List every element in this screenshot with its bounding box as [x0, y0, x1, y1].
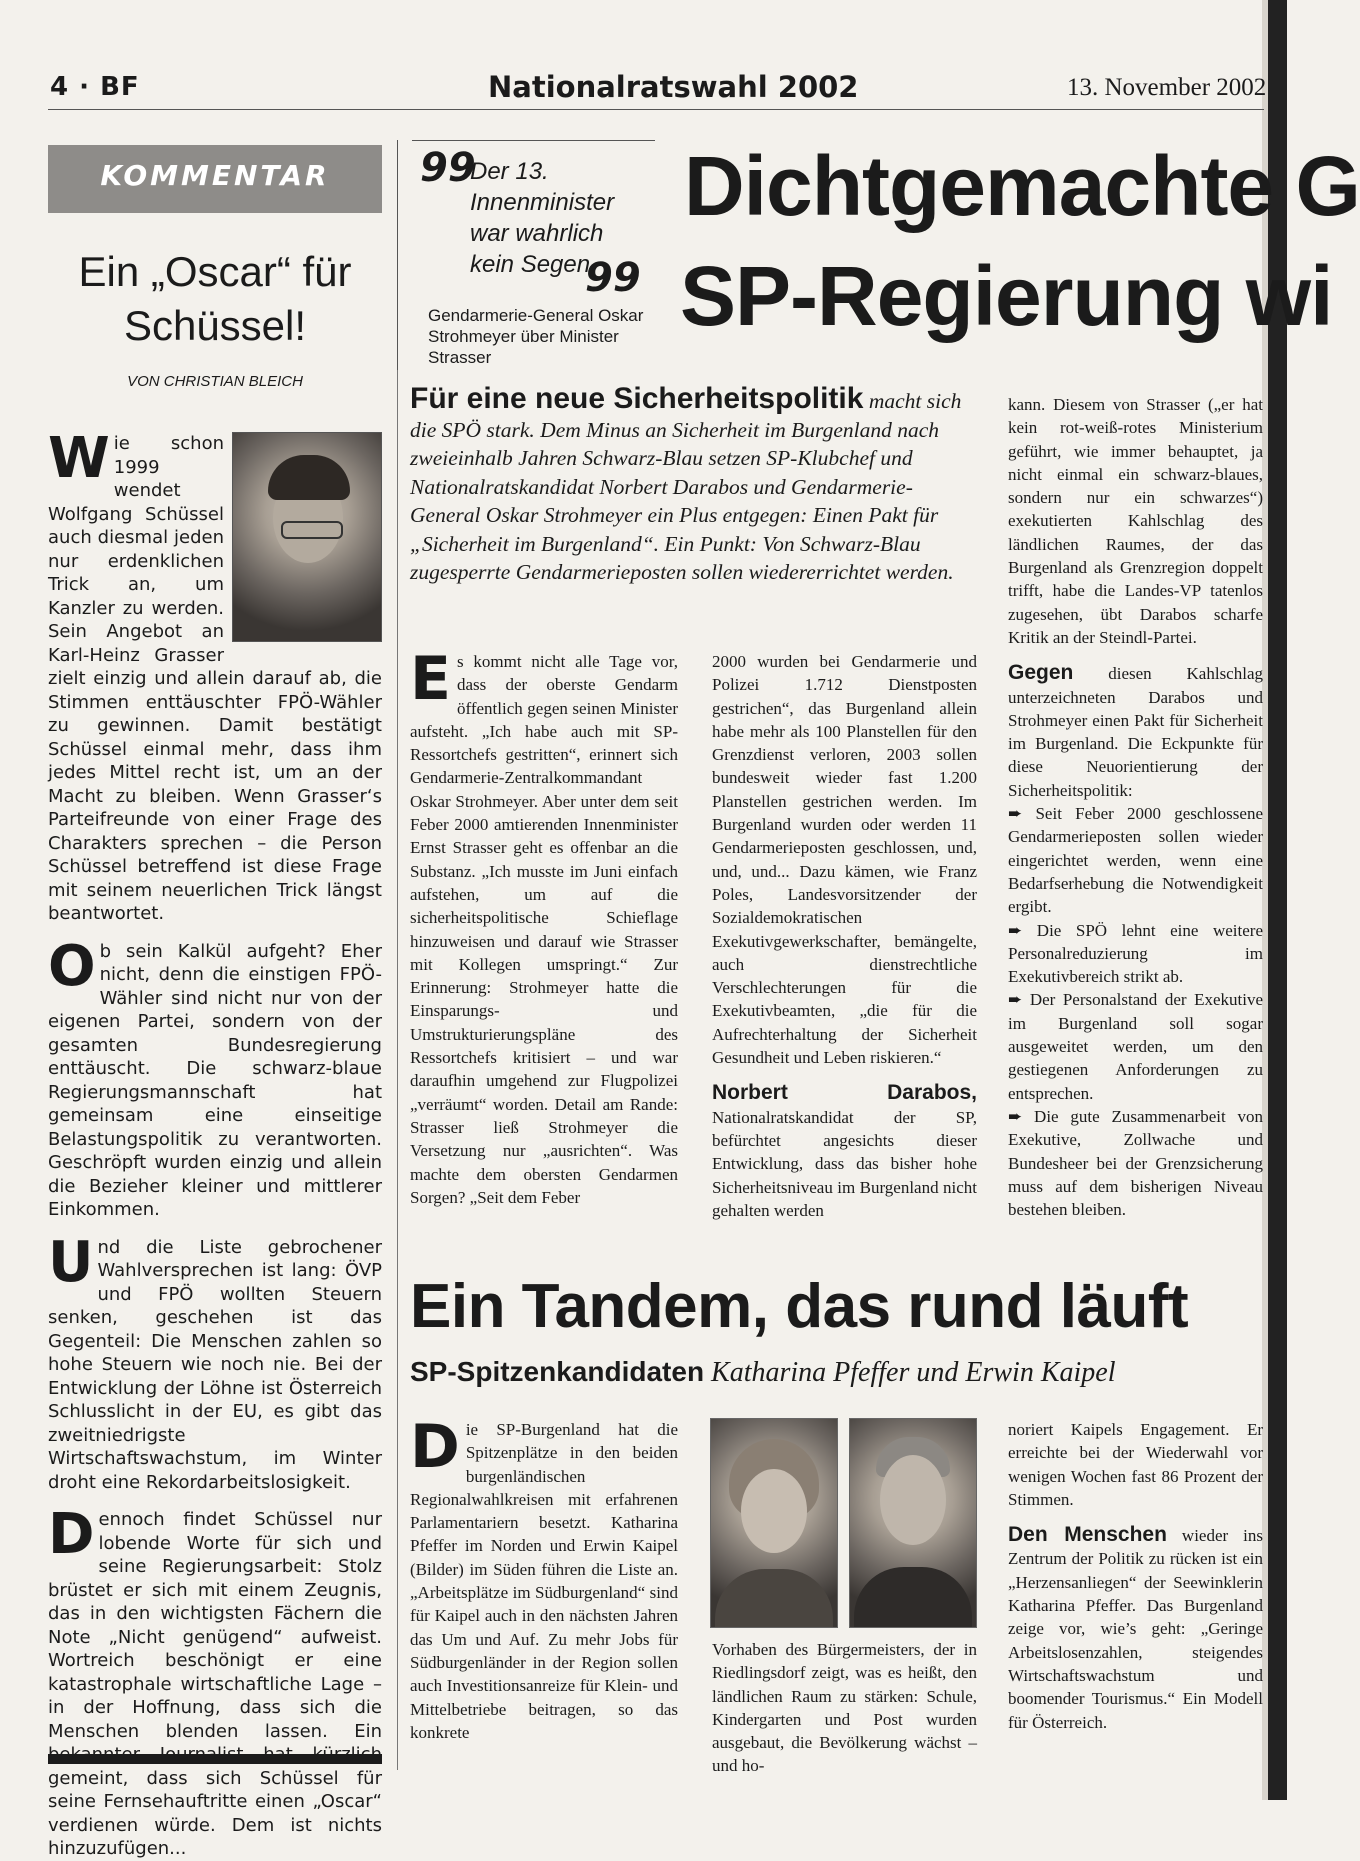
kommentar-banner: [48, 145, 382, 213]
kommentar-p4-text: ennoch findet Schüssel nur lobende Worte für sich und seine Regierungsarbeit: Stolz brüstet er sich mit einem Zeugnis, das in den wichtigsten Fächern die Note „Nicht genügend“ aufweist. Wortreich beschönigt er eine katastrophale wirtschaftliche Lage – in der Hoffnung, dass sich die Menschen blenden lassen. Ein gemeint, dass sich Schüssel für seine Fernsehauftritte einen „Oscar“ verdienen würde. Dem ist nichts hinzuzufügen...: [48, 1509, 382, 1859]
article1-col3-sub-rest: diesen Kahlschlag unterzeichneten Darabos und Strohmeyer einen Pakt für Sicherheit im Burgenland. Die Eckpunkte für diese Neuorientierung der Sicherheitspolitik:: [1008, 664, 1263, 800]
article2-sub-bold: SP-Spitzenkandidaten: [410, 1356, 705, 1387]
article1-col3-p1: kann. Diesem von Strasser („er hat kein rot-weiß-rotes Ministerium geführt, wie immer behauptet, ja nicht einmal ein schwarz-blaues, sondern nur ein schwarzes“) exekutierten Kahlschlag des ländlichen Raumes, der das Burgenland als Grenzregion doppelt trifft, habe die Landes-VP tatenlos zugesehen, übt Darabos scharfe Kritik an der Steindl-Partei.: [1008, 395, 1263, 647]
dropcap-e: E: [410, 644, 451, 714]
article1-col2: [712, 650, 977, 1222]
kommentar-byline: VON CHRISTIAN BLEICH: [127, 373, 303, 390]
article2-col1: [410, 1412, 678, 1744]
arrow-icon: ➨: [1008, 920, 1023, 940]
quote-text: Der 13. Innenminister war wahrlich kein Segen.: [470, 158, 615, 278]
kommentar-p4: [48, 1502, 382, 1861]
author-hair: [268, 455, 350, 500]
kommentar-body: [48, 426, 382, 1861]
kommentar-title: Ein „Oscar“ für Schüssel!: [78, 248, 352, 349]
article1-lead-rest: macht sich die SPÖ stark. Dem Minus an Sicherheit im Burgenland nach zweieinhalb Jahren Schwarz-Blau setzen SP-Klubchef und Nationalratskandidat Norbert Darabos und Gendarmerie-General Oskar Strohmeyer ein Plus entgegen: Einen Pakt für „Sicherheit im Burgenland“. Ein Punkt: Von Schwarz-Blau zugesperrte Gendarmerieposten sollen wiedererrichtet werden.: [410, 389, 962, 584]
bullet-text: Seit Feber 2000 geschlossene Gendarmerieposten sollen wieder eingerichtet werden, wenn eine Bedarfserhebung die Notwendigkeit ergibt.: [1008, 804, 1264, 917]
column-divider: [397, 140, 398, 1770]
kommentar-label: KOMMENTAR: [100, 159, 330, 192]
article2-col3-sub-rest: wieder ins Zentrum der Politik zu rücken ist ein „Herzensanliegen“ der Seewinklerin Katharina Pfeffer. Das Burgenland zeige vor, wie’s geht: „Geringe Arbeitslosenzahlen, steigendes Wirtschaftswachstum und boomender Tourismus.“ Ein Modell für Österreich.: [1008, 1526, 1263, 1732]
article2-headline: Ein Tandem, das rund läuft: [410, 1272, 1189, 1341]
article2-col3-sub-bold: Den Menschen: [1008, 1523, 1167, 1547]
article1-col2-sub-rest: Nationalratskandidat der SP, befürchtet angesichts dieser Entwicklung, dass das bisher hohe Sicherheitsniveau im Burgenland nicht gehalten werden: [712, 1107, 977, 1220]
dropcap-d2: D: [410, 1412, 460, 1482]
kommentar-p3-text: nd die Liste gebrochener Wahlversprechen ist lang: ÖVP und FPÖ wollten Steuern senken, geschehen ist das Gegenteil: Die Menschen zahlen so hohe Steuern wie noch nie. Bei der Entwicklung der Löhne ist Österreich Schlusslicht in der EU, es gibt das zweitniedrigste Wirtschaftswachstum, im Winter droht eine Rekordarbeitslosigkeit.: [48, 1236, 382, 1493]
article1-col3-sub-bold: Gegen: [1008, 661, 1074, 685]
article1-col2-sub-bold: Norbert Darabos,: [712, 1081, 977, 1105]
kommentar-p2-text: b sein Kalkül aufgeht? Eher nicht, denn die einstigen FPÖ-Wähler sind nicht nur von der eigenen Partei, sondern von der gesamten Bundesregierung enttäuscht. Die schwarz-blaue Regierungsmannschaft hat gemeinsam eine einseitige Belastungspolitik zu verantworten. Geschröpft wurden einzig und allein die Bezieher kleiner und mittlerer Einkommen.: [48, 940, 382, 1220]
article2-col2: Vorhaben des Bürgermeisters, der in Riedlingsdorf zeigt, was es heißt, den ländlichen Raum zu stärken: Schule, Kindergarten und Post wurden ausgebaut, die Bevölkerung wächst – und ho-: [712, 1640, 977, 1776]
arrow-icon: ➨: [1008, 1106, 1023, 1126]
quote-attribution: Gendarmerie-General Oskar Strohmeyer über Minister Strasser: [428, 306, 644, 367]
kommentar-p1-rest: zielt einzig und allein darauf ab, die Stimmen enttäuschter FPÖ-Wähler zu gewinnen. Damit bestätigt Schüssel einmal mehr, dass ihm jedes Mittel recht ist, um an der Macht zu bleiben. Wenn Grasser‘s Parteifreunde von einer Frage des Charakters sprechen – die Person Schüssel betreffend ist diese Frage mit seinem neuerlichen Trick längst beantwortet.: [48, 668, 382, 924]
article1-col3: [1008, 393, 1263, 1221]
article1-col1: [410, 644, 678, 1209]
article2-col3-p1: noriert Kaipels Engagement. Er erreichte bei der Wiederwahl vor wenigen Wochen fast 86 Prozent der Stimmen.: [1008, 1420, 1263, 1509]
article2-col1-text: ie SP-Burgenland hat die Spitzenplätze in den beiden burgenländischen Regionalwahlkreisen mit erfahrenen Parlamentariern besetzt. Katharina Pfeffer im Norden und Erwin Kaipel (Bilder) im Süden führen die Liste an. „Arbeitsplätze im Südburgenland“ sind für Kaipel auch in den nächsten Jahren das Um und Auf. Zu mehr Jobs für Südburgenländer in der Region sollen auch Investitionsanreize für Klein- und Mittelbetriebe beitragen, so das konkrete: [410, 1420, 678, 1742]
kommentar-bottom-rule: [48, 1754, 382, 1764]
bullet-text: Der Personalstand der Exekutive im Burgenland soll sogar ausgeweitet werden, um den gestiegenen Anforderungen zu entsprechen.: [1008, 990, 1264, 1103]
article1-headline-line2: SP-Regierung wi: [680, 249, 1333, 343]
bullet-item: [1008, 802, 1263, 918]
article1-headline-line1: Dichtgemachte G: [684, 139, 1360, 233]
article1-lead: [410, 382, 980, 587]
article1-lead-bold: Für eine neue Sicherheitspolitik: [410, 382, 864, 415]
page-label: 4 · BF: [50, 72, 140, 102]
dropcap-o: O: [48, 933, 96, 999]
arrow-icon: ➨: [1008, 990, 1023, 1010]
author-photo: [232, 432, 382, 642]
article1-col1-text: s kommt nicht alle Tage vor, dass der oberste Gendarm öffentlich gegen seinen Minister aufsteht. „Ich habe auch mit SP-Ressortchefs gestritten“, erinnert sich Gendarmerie-Zentralkommandant Oskar Strohmeyer. Aber unter dem seit Feber 2000 amtierenden Innenminister Ernst Strasser geht es offenbar an die Substanz. „Ich musste im Juni einfach aufstehen, um auf die sicherheitspolitische Schieflage hinzuweisen und darauf wie Strasser mit Kollegen umspringt.“ Zur Erinnerung: Strohmeyer hatte die Einsparungs- und Umstrukturierungspläne des Ressortchefs kritisiert – und war daraufhin umgehend zur Flugpolizei „verräumt“ worden. Detail am Rande: Strasser ließ Strohmeyer die Versetzung nur „ausrichten“. Was machte dem obersten Gendarmen Sorgen? „Seit dem Feber: [410, 652, 678, 1207]
quote-close-mark: 99: [585, 255, 641, 301]
author-glasses: [281, 521, 343, 539]
article2-subheadline: [410, 1356, 1260, 1389]
spacer: [48, 1494, 382, 1508]
bullet-text: Die SPÖ lehnt eine weitere Personalreduzierung im Exekutivbereich strikt ab.: [1008, 920, 1264, 987]
pfeffer-shoulders: [715, 1569, 833, 1627]
dropcap-w: W: [48, 426, 110, 491]
section-title: Nationalratswahl 2002: [488, 70, 859, 104]
kommentar-p1-float: ie schon 1999 wendet Wolfgang Schüssel auch diesmal jeden nur erdenklichen Trick an, um Kanzler zu werden. Sein Angebot an Karl-Heinz Grasser: [48, 433, 224, 666]
article2-sub-ital: Katharina Pfeffer und Erwin Kaipel: [704, 1357, 1116, 1388]
kommentar-p3: [48, 1229, 382, 1495]
kaipel-face: [880, 1455, 946, 1545]
spacer: [48, 1222, 382, 1236]
spacer: [48, 926, 382, 940]
pfeffer-face: [741, 1469, 807, 1553]
article1-col2-p1: 2000 wurden bei Gendarmerie und Polizei 1.712 Dienstposten gestrichen“, das Burgenland allein habe mehr als 100 Planstellen für den Grenzdienst verloren, 2003 sollen bundesweit wieder fast 1.200 Planstellen gestrichen werden. Im Burgenland wurden oder werden 11 Gendarmerieposten geschlossen, und, und, und... Dazu kämen, wie Franz Poles, Landesvorsitzender der Sozialdemokratischen Exekutivgewerkschafter, bemängelte, auch dienstrechtliche Verschlechterungen für die Exekutivbeamten, „die für die Aufrechterhaltung der Sicherheit Gesundheit und Leben riskieren.“: [712, 652, 977, 1068]
article2-col3: [1008, 1418, 1263, 1734]
kommentar-p2: [48, 933, 382, 1222]
page-date: 13. November 2002: [1067, 74, 1267, 101]
bullet-item: [1008, 988, 1263, 1104]
arrow-icon: ➨: [1008, 804, 1023, 824]
bullet-text: Die gute Zusammenarbeit von Exekutive, Zollwache und Bundesheer bei der Grenzsicherung muss auf dem bisherigen Niveau bestehen bleiben.: [1008, 1106, 1263, 1220]
article1-col3-p2: [1008, 661, 1263, 802]
photo-katharina-pfeffer: [710, 1418, 838, 1628]
quote-open-mark: 99: [420, 145, 476, 191]
article2-col3-p2: [1008, 1523, 1263, 1734]
article1-col2-p2: [712, 1081, 977, 1222]
dropcap-d: D: [48, 1502, 95, 1567]
bullet-item: [1008, 919, 1263, 989]
dropcap-u: U: [48, 1229, 94, 1295]
photo-erwin-kaipel: [849, 1418, 977, 1628]
bullet-item: [1008, 1105, 1263, 1221]
quote-box-top-rule: [412, 140, 655, 141]
header-rule: [48, 109, 1264, 110]
kaipel-shoulders: [854, 1567, 972, 1627]
quote-box-left-rule: [397, 140, 398, 370]
